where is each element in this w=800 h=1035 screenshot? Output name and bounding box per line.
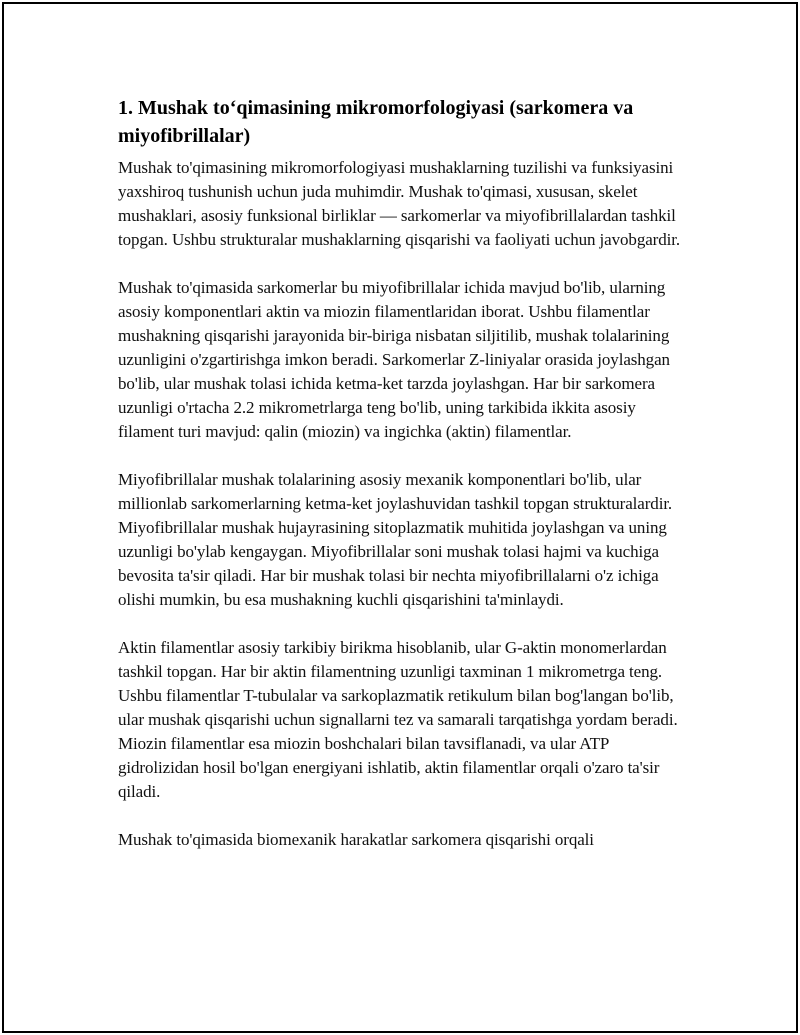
- document-body: [118, 94, 686, 876]
- paragraph-3: Miyofibrillalar mushak tolalarining asosiy mexanik komponentlari bo'lib, ular millionlab sarkomerlarning ketma-ket joylashuvidan tashkil topgan strukturalardir. Miyofibrillalar mushak hujayrasining sitoplazmatik muhitida joylashgan va uning uzunligi bo'ylab kengaygan. Miyofibrillalar soni mushak tolasi hajmi va kuchiga bevosita ta'sir qiladi. Har bir mushak tolasi bir nechta miyofibrillalarni o'z ichiga olishi mumkin, bu esa mushakning kuchli qisqarishini ta'minlaydi.: [118, 470, 673, 609]
- paragraph-1: Mushak to'qimasining mikromorfologiyasi mushaklarning tuzilishi va funksiyasini yaxshiroq tushunish uchun juda muhimdir. Mushak to'qimasi, xususan, skelet mushaklari, asosiy funksional birliklar — sarkomerlar va miyofibrillalardan tashkil topgan. Ushbu strukturalar mushaklarning qisqarishi va faoliyati uchun javobgardir.: [118, 158, 681, 249]
- section-heading: 1. Mushak to‘qimasining mikromorfologiyasi (sarkomera va miyofibrillalar): [118, 97, 634, 147]
- paragraph-2: Mushak to'qimasida sarkomerlar bu miyofibrillalar ichida mavjud bo'lib, ularning asosiy komponentlari aktin va miozin filamentlaridan iborat. Ushbu filamentlar mushakning qisqarishi jarayonida bir-biriga nisbatan siljitilib, mushak tolalarining uzunligini o'zgartirishga imkon beradi. Sarkomerlar Z-liniyalar orasida joylashgan bo'lib, ular mushak tolasi ichida ketma-ket tarzda joylashgan. Har bir sarkomera uzunligi o'rtacha 2.2 mikrometrlarga teng bo'lib, uning tarkibida ikkita asosiy filament turi mavjud: qalin (miozin) va ingichka (aktin) filamentlar.: [118, 278, 670, 441]
- paragraph-4: Aktin filamentlar asosiy tarkibiy birikma hisoblanib, ular G-aktin monomerlardan tashkil topgan. Har bir aktin filamentning uzunligi taxminan 1 mikrometrga teng. Ushbu filamentlar T-tubulalar va sarkoplazmatik retikulum bilan bog'langan bo'lib, ular mushak qisqarishi uchun signallarni tez va samarali tarqatishga yordam beradi. Miozin filamentlar esa miozin boshchalari bilan tavsiflanadi, va ular ATP gidrolizidan hosil bo'lgan energiyani ishlatib, aktin filamentlar orqali o'zaro ta'sir qiladi.: [118, 638, 678, 801]
- paragraph-5: Mushak to'qimasida biomexanik harakatlar sarkomera qisqarishi orqali: [118, 830, 594, 849]
